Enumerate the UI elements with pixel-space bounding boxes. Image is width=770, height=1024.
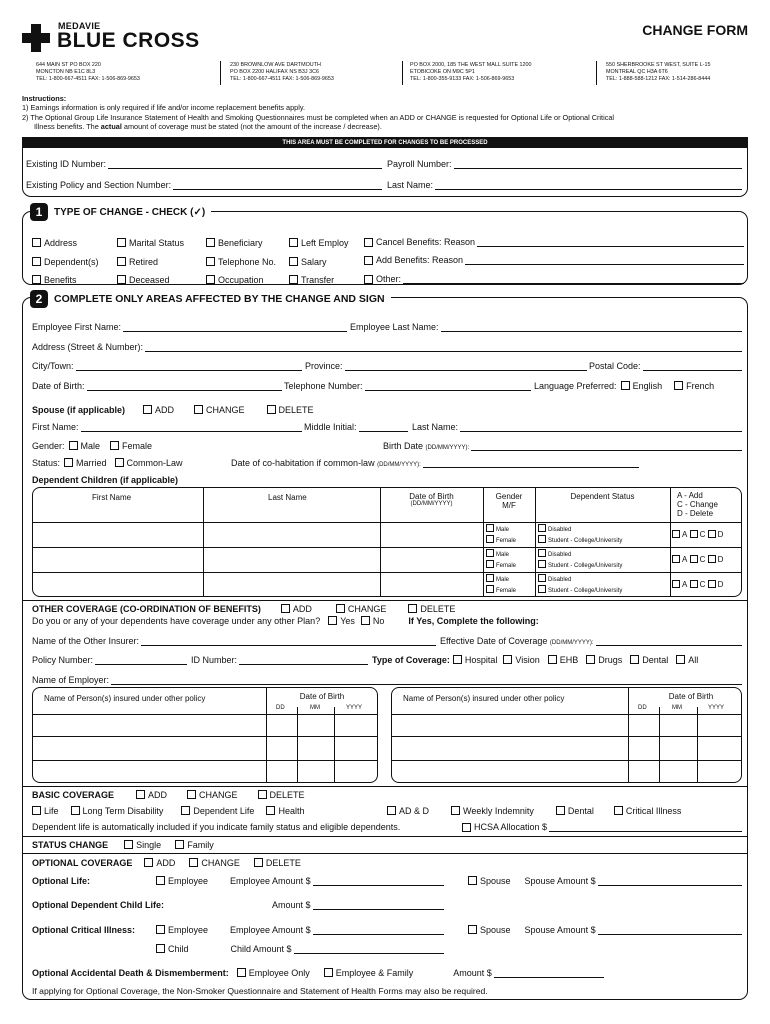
policy-row: Existing Policy and Section Number: bbox=[26, 180, 382, 190]
check-benefits[interactable]: Benefits bbox=[32, 271, 99, 290]
other-coverage-header: OTHER COVERAGE (CO-ORDINATION OF BENEFITS) ADD CHANGE DELETE bbox=[32, 604, 456, 614]
basic-dental[interactable]: Dental bbox=[556, 806, 594, 816]
policy-section-field[interactable] bbox=[173, 181, 382, 190]
opt-add-emp-only[interactable]: Employee Only bbox=[237, 968, 310, 978]
opt-ci-row: Optional Critical Illness: Employee Employee Amount $ bbox=[32, 925, 444, 935]
payroll-field[interactable] bbox=[454, 160, 742, 169]
address-field[interactable] bbox=[145, 343, 742, 352]
emp-last-field[interactable] bbox=[441, 323, 742, 332]
optional-add[interactable]: ADD bbox=[144, 858, 175, 868]
check-telephone[interactable]: Telephone No. bbox=[206, 253, 276, 272]
opt-dep-child-row: Optional Dependent Child Life: Amount $ bbox=[32, 900, 444, 910]
opt-ci-emp-amount[interactable] bbox=[313, 926, 444, 935]
check-occupation[interactable]: Occupation bbox=[206, 271, 276, 290]
spouse-first-field[interactable] bbox=[81, 423, 302, 432]
left-person-header: Name of Person(s) insured under other policy bbox=[44, 694, 206, 703]
brand-top: MEDAVIE bbox=[58, 21, 101, 31]
basic-items-row bbox=[32, 806, 304, 816]
lang-english[interactable]: English bbox=[621, 381, 663, 391]
office-montreal: 550 SHERBROOKE ST WEST, SUITE L-15 MONTREAL QC H3A 6T6 TEL: 1-888-588-1212 FAX: 1-514-286-8444 bbox=[606, 62, 711, 82]
status-change-row: STATUS CHANGE Single Family bbox=[32, 840, 214, 850]
opt-ci-spouse-amount[interactable] bbox=[598, 926, 742, 935]
office-etobicoke: PO BOX 2000, 185 THE WEST MALL SUITE 1200 ETOBICOKE ON M9C 5P1 TEL: 1-800-355-9133 FAX: 1-506-869-9653 bbox=[410, 62, 532, 82]
emp-last-row: Employee Last Name: bbox=[350, 322, 742, 332]
basic-ltd[interactable]: Long Term Disability bbox=[71, 806, 164, 816]
spouse-birth-row: Birth Date (DD/MM/YYYY): bbox=[383, 441, 742, 451]
optional-delete[interactable]: DELETE bbox=[254, 858, 301, 868]
section-2-number: 2 bbox=[30, 290, 48, 308]
section-2-box bbox=[22, 297, 748, 1000]
type-dental[interactable]: Dental bbox=[630, 655, 668, 665]
check-beneficiary[interactable]: Beneficiary bbox=[206, 234, 276, 253]
dep-row-1-gender[interactable]: Male Female bbox=[486, 524, 516, 546]
spouse-male[interactable]: Male bbox=[69, 441, 101, 451]
city-field[interactable] bbox=[76, 362, 302, 371]
address-row: Address (Street & Number): bbox=[32, 342, 742, 352]
other-id-field[interactable] bbox=[239, 656, 368, 665]
change-type-col3 bbox=[206, 234, 276, 290]
other-employer-field[interactable] bbox=[111, 676, 742, 685]
spouse-last-row: Last Name: bbox=[412, 422, 742, 432]
section-1-header: 1 TYPE OF CHANGE - CHECK (✓) bbox=[30, 203, 211, 221]
check-salary[interactable]: Salary bbox=[289, 253, 349, 272]
optional-footer: If applying for Optional Coverage, the Non-Smoker Questionnaire and Statement of Health Forms may also be required. bbox=[32, 986, 488, 996]
basic-items-row-2 bbox=[387, 806, 681, 816]
opt-add-amount[interactable] bbox=[494, 969, 604, 978]
check-transfer[interactable]: Transfer bbox=[289, 271, 349, 290]
status-common-law[interactable]: Common-Law bbox=[115, 458, 183, 468]
other-insurer-field[interactable] bbox=[141, 637, 436, 646]
status-married[interactable]: Married bbox=[64, 458, 107, 468]
change-type-col1 bbox=[32, 234, 99, 290]
postal-row: Postal Code: bbox=[589, 361, 742, 371]
spouse-female[interactable]: Female bbox=[110, 441, 152, 451]
dep-header-action: A - Add C - Change D - Delete bbox=[677, 491, 718, 518]
dep-header-gender: Gender M/F bbox=[495, 492, 523, 510]
emp-first-field[interactable] bbox=[123, 323, 347, 332]
left-dob-header: Date of Birth bbox=[299, 692, 345, 701]
instructions-title: Instructions: bbox=[22, 94, 67, 103]
spouse-gender-row: Gender: Male Female bbox=[32, 441, 153, 451]
instructions: Instructions: 1) Earnings information is only required if life and/or income replacement benefits apply. 2) The Optional Group Life Insurance Statement of Health and Smoking Questionnaires must be completed when an ADD or CHANGE is requested for Optional Life or Optional Critical Illness benefits. The actual amount of coverage must be stated (not the amount of the increase / decrease). bbox=[22, 94, 752, 132]
opt-life-spouse[interactable]: Spouse bbox=[468, 876, 511, 886]
right-person-header: Name of Person(s) insured under other policy bbox=[403, 694, 565, 703]
other-employer-row: Name of Employer: bbox=[32, 675, 742, 685]
other-question-row: Do you or any of your dependents have coverage under any other Plan? Yes No If Yes, Complete the following: bbox=[32, 616, 539, 626]
opt-life-emp-amount[interactable] bbox=[313, 877, 444, 886]
existing-id-field[interactable] bbox=[108, 160, 382, 169]
dep-row-1-action[interactable]: A C D bbox=[672, 530, 723, 539]
other-eff-field[interactable] bbox=[596, 637, 742, 646]
last-name-row: Last Name: bbox=[387, 180, 742, 190]
payroll-row: Payroll Number: bbox=[387, 159, 742, 169]
dependents-title: Dependent Children (if applicable) bbox=[32, 475, 179, 485]
postal-field[interactable] bbox=[643, 362, 742, 371]
basic-health[interactable]: Health bbox=[266, 806, 304, 816]
processing-bar: THIS AREA MUST BE COMPLETED FOR CHANGES TO BE PROCESSED bbox=[23, 138, 747, 148]
province-field[interactable] bbox=[345, 362, 587, 371]
basic-header: BASIC COVERAGE ADD CHANGE DELETE bbox=[32, 790, 305, 800]
type-vision[interactable]: Vision bbox=[503, 655, 539, 665]
cross-logo-icon bbox=[22, 24, 50, 52]
other-policy-field[interactable] bbox=[95, 656, 187, 665]
last-name-field[interactable] bbox=[435, 181, 742, 190]
opt-ci-spouse[interactable]: Spouse bbox=[468, 925, 511, 935]
office-moncton: 644 MAIN ST PO BOX 220 MONCTON NB E1C 8L3 TEL: 1-800-667-4511 FAX: 1-506-869-9653 bbox=[36, 62, 140, 82]
type-hospital[interactable]: Hospital bbox=[453, 655, 498, 665]
opt-ci-child[interactable]: Child bbox=[156, 944, 189, 954]
opt-add-emp-family[interactable]: Employee & Family bbox=[324, 968, 414, 978]
dob-row: Date of Birth: bbox=[32, 381, 282, 391]
check-left-employ[interactable]: Left Employ bbox=[289, 234, 349, 253]
opt-life-spouse-amount[interactable] bbox=[598, 877, 742, 886]
spouse-status-row: Status: Married Common-Law bbox=[32, 458, 183, 468]
opt-ci-child-row: Child Child Amount $ bbox=[156, 944, 444, 954]
check-address[interactable]: Address bbox=[32, 234, 99, 253]
emp-first-row: Employee First Name: bbox=[32, 322, 347, 332]
right-dob-header: Date of Birth bbox=[668, 692, 714, 701]
dep-row-3-gender[interactable]: Male Female bbox=[486, 574, 516, 596]
dep-row-3-action[interactable]: A C D bbox=[672, 580, 723, 589]
status-single[interactable]: Single bbox=[124, 840, 161, 850]
dep-row-2-action[interactable]: A C D bbox=[672, 555, 723, 564]
opt-ci-spouse-row: Spouse Spouse Amount $ bbox=[468, 925, 742, 935]
other-insurer-row: Name of the Other Insurer: bbox=[32, 636, 436, 646]
cohab-field[interactable] bbox=[423, 459, 639, 468]
office-dartmouth: 230 BROWNLOW AVE DARTMOUTH PO BOX 2200 HALIFAX NS B3J 3C6 TEL: 1-800-667-4511 FAX: 1-506-869-9653 bbox=[230, 62, 334, 82]
type-drugs[interactable]: Drugs bbox=[586, 655, 622, 665]
opt-life-employee[interactable]: Employee bbox=[156, 876, 208, 886]
opt-ci-employee[interactable]: Employee bbox=[156, 925, 208, 935]
other-no[interactable]: No bbox=[361, 616, 385, 626]
city-row: City/Town: bbox=[32, 361, 302, 371]
type-all[interactable]: All bbox=[676, 655, 698, 665]
spouse-birth-field[interactable] bbox=[471, 442, 742, 451]
change-type-col2 bbox=[117, 234, 184, 290]
basic-life[interactable]: Life bbox=[32, 806, 59, 816]
other-id-row: ID Number: bbox=[191, 655, 368, 665]
spouse-middle-row: Middle Initial: bbox=[304, 422, 408, 432]
section-2-header: 2 COMPLETE ONLY AREAS AFFECTED BY THE CHANGE AND SIGN bbox=[30, 290, 391, 308]
cancel-benefits-row[interactable]: Cancel Benefits: Reason bbox=[364, 234, 744, 247]
opt-life-row: Optional Life: Employee Employee Amount $ bbox=[32, 876, 444, 886]
cohab-row: Date of co-habitation if common-law (DD/MM/YYYY): bbox=[231, 458, 639, 468]
spouse-last-field[interactable] bbox=[460, 423, 742, 432]
logo bbox=[22, 20, 252, 56]
existing-id-row: Existing ID Number: bbox=[26, 159, 382, 169]
type-ehb[interactable]: EHB bbox=[548, 655, 579, 665]
language-row: Language Preferred: English French bbox=[534, 381, 715, 391]
check-dependents[interactable]: Dependent(s) bbox=[32, 253, 99, 272]
change-type-col4 bbox=[289, 234, 349, 290]
spouse-middle-field[interactable] bbox=[359, 423, 408, 432]
other-eff-row: Effective Date of Coverage (DD/MM/YYYY): bbox=[440, 636, 742, 646]
optional-change[interactable]: CHANGE bbox=[189, 858, 240, 868]
check-marital-status[interactable]: Marital Status bbox=[117, 234, 184, 253]
lang-french[interactable]: French bbox=[674, 381, 714, 391]
hcsa-row: HCSA Allocation $ bbox=[462, 822, 742, 832]
dob-field[interactable] bbox=[87, 382, 282, 391]
brand-main: BLUE CROSS bbox=[57, 29, 200, 52]
other-policy-row: Policy Number: bbox=[32, 655, 187, 665]
spouse-first-row: First Name: bbox=[32, 422, 302, 432]
other-add[interactable]: ADD bbox=[281, 604, 312, 614]
opt-dep-child-amount[interactable] bbox=[313, 901, 444, 910]
section-1-number: 1 bbox=[30, 203, 48, 221]
dep-row-2-gender[interactable]: Male Female bbox=[486, 549, 516, 571]
opt-add-row: Optional Accidental Death & Dismemberment: Employee Only Employee & Family Amount $ bbox=[32, 968, 604, 978]
basic-critical[interactable]: Critical Illness bbox=[614, 806, 682, 816]
dep-header-dob: Date of Birth (DD/MM/YYYY) bbox=[409, 492, 454, 507]
basic-add-d[interactable]: AD & D bbox=[387, 806, 429, 816]
spouse-add[interactable]: ADD bbox=[143, 405, 174, 415]
other-yes[interactable]: Yes bbox=[328, 616, 355, 626]
hcsa-field[interactable] bbox=[549, 823, 742, 832]
check-retired[interactable]: Retired bbox=[117, 253, 184, 272]
basic-change[interactable]: CHANGE bbox=[187, 790, 238, 800]
basic-note: Dependent life is automatically included if you indicate family status and eligible dependents. bbox=[32, 822, 401, 832]
basic-weekly[interactable]: Weekly Indemnity bbox=[451, 806, 534, 816]
basic-add[interactable]: ADD bbox=[136, 790, 167, 800]
dep-row-3-status[interactable]: Disabled Student - College/University bbox=[538, 574, 622, 596]
opt-ci-child-amount[interactable] bbox=[294, 945, 444, 954]
spouse-delete[interactable]: DELETE bbox=[267, 405, 314, 415]
spouse-header: Spouse (if applicable) ADD CHANGE DELETE bbox=[32, 405, 314, 415]
status-family[interactable]: Family bbox=[175, 840, 214, 850]
basic-dep-life[interactable]: Dependent Life bbox=[181, 806, 254, 816]
phone-row: Telephone Number: bbox=[284, 381, 531, 391]
dep-header-first: First Name bbox=[92, 493, 132, 502]
opt-life-spouse-row: Spouse Spouse Amount $ bbox=[468, 876, 742, 886]
basic-delete[interactable]: DELETE bbox=[258, 790, 305, 800]
dep-header-status: Dependent Status bbox=[570, 492, 635, 501]
add-benefits-row[interactable]: Add Benefits: Reason bbox=[364, 252, 744, 265]
spouse-change[interactable]: CHANGE bbox=[194, 405, 245, 415]
other-type-row: Type of Coverage: Hospital Vision EHB Drugs Dental All bbox=[372, 655, 699, 665]
dep-row-2-status[interactable]: Disabled Student - College/University bbox=[538, 549, 622, 571]
other-delete[interactable]: DELETE bbox=[408, 604, 455, 614]
optional-header: OPTIONAL COVERAGE ADD CHANGE DELETE bbox=[32, 858, 301, 868]
other-row[interactable]: Other: bbox=[364, 271, 744, 284]
phone-field[interactable] bbox=[365, 382, 531, 391]
form-title: CHANGE FORM bbox=[642, 22, 748, 38]
province-row: Province: bbox=[305, 361, 587, 371]
dep-header-last: Last Name bbox=[268, 493, 307, 502]
dep-row-1-status[interactable]: Disabled Student - College/University bbox=[538, 524, 622, 546]
check-deceased[interactable]: Deceased bbox=[117, 271, 184, 290]
other-change[interactable]: CHANGE bbox=[336, 604, 387, 614]
